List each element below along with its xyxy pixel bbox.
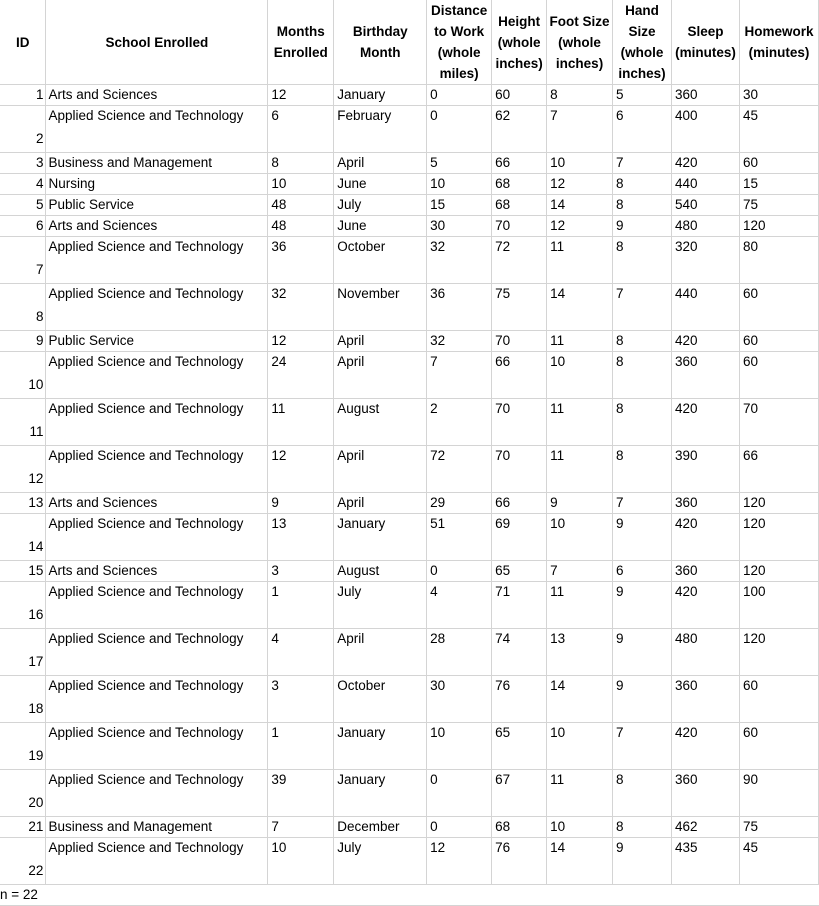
cell-id[interactable]: 2 <box>0 106 46 153</box>
cell-hand[interactable]: 9 <box>613 676 672 723</box>
cell-distance[interactable]: 0 <box>427 770 492 817</box>
cell-months[interactable]: 3 <box>268 676 334 723</box>
cell-foot[interactable]: 11 <box>547 399 613 446</box>
table-row <box>0 582 819 629</box>
cell-months[interactable]: 7 <box>268 817 334 838</box>
cell-id[interactable]: 1 <box>0 85 46 106</box>
cell-sleep[interactable]: 390 <box>671 446 739 493</box>
cell-height[interactable]: 68 <box>492 817 547 838</box>
cell-hand[interactable]: 8 <box>613 817 672 838</box>
cell-distance[interactable]: 30 <box>427 676 492 723</box>
cell-birthday[interactable]: April <box>334 629 427 676</box>
cell-birthday[interactable]: October <box>334 676 427 723</box>
cell-hand[interactable]: 9 <box>613 838 672 885</box>
cell-hand[interactable]: 8 <box>613 446 672 493</box>
table-row <box>0 284 819 331</box>
cell-months[interactable]: 8 <box>268 153 334 174</box>
header-distance[interactable]: Distance to Work (whole miles) <box>427 0 492 85</box>
cell-id[interactable]: 5 <box>0 195 46 216</box>
cell-homework[interactable]: 80 <box>739 237 818 284</box>
cell-height[interactable]: 70 <box>492 446 547 493</box>
cell-id[interactable]: 20 <box>0 770 46 817</box>
cell-foot[interactable]: 12 <box>547 174 613 195</box>
cell-hand[interactable]: 9 <box>613 582 672 629</box>
cell-height[interactable]: 60 <box>492 85 547 106</box>
cell-distance[interactable]: 10 <box>427 174 492 195</box>
cell-birthday[interactable]: June <box>334 216 427 237</box>
cell-foot[interactable]: 10 <box>547 514 613 561</box>
cell-sleep[interactable]: 420 <box>671 399 739 446</box>
cell-height[interactable]: 68 <box>492 174 547 195</box>
cell-school[interactable]: Applied Science and Technology <box>46 770 268 817</box>
cell-foot[interactable]: 10 <box>547 817 613 838</box>
cell-birthday[interactable]: April <box>334 493 427 514</box>
cell-months[interactable]: 24 <box>268 352 334 399</box>
cell-sleep[interactable]: 360 <box>671 561 739 582</box>
cell-hand[interactable]: 8 <box>613 331 672 352</box>
cell-homework[interactable]: 60 <box>739 352 818 399</box>
cell-id[interactable]: 15 <box>0 561 46 582</box>
cell-months[interactable]: 39 <box>268 770 334 817</box>
empty-cell[interactable] <box>334 885 427 906</box>
cell-id[interactable]: 17 <box>0 629 46 676</box>
cell-homework[interactable]: 120 <box>739 629 818 676</box>
header-school[interactable]: School Enrolled <box>46 0 268 85</box>
cell-months[interactable]: 6 <box>268 106 334 153</box>
cell-distance[interactable]: 4 <box>427 582 492 629</box>
cell-birthday[interactable]: April <box>334 331 427 352</box>
cell-birthday[interactable]: July <box>334 838 427 885</box>
cell-homework[interactable]: 75 <box>739 195 818 216</box>
footer-row <box>0 885 819 906</box>
cell-sleep[interactable]: 360 <box>671 770 739 817</box>
table-row <box>0 153 819 174</box>
cell-distance[interactable]: 15 <box>427 195 492 216</box>
cell-id[interactable]: 3 <box>0 153 46 174</box>
table-row <box>0 85 819 106</box>
cell-id[interactable]: 19 <box>0 723 46 770</box>
cell-foot[interactable]: 10 <box>547 153 613 174</box>
cell-hand[interactable]: 9 <box>613 216 672 237</box>
table-row <box>0 723 819 770</box>
cell-height[interactable]: 71 <box>492 582 547 629</box>
cell-homework[interactable]: 60 <box>739 284 818 331</box>
cell-months[interactable]: 3 <box>268 561 334 582</box>
cell-distance[interactable]: 0 <box>427 85 492 106</box>
cell-sleep[interactable]: 420 <box>671 153 739 174</box>
cell-foot[interactable]: 8 <box>547 85 613 106</box>
cell-months[interactable]: 12 <box>268 85 334 106</box>
cell-birthday[interactable]: July <box>334 195 427 216</box>
cell-hand[interactable]: 8 <box>613 399 672 446</box>
cell-sleep[interactable]: 480 <box>671 629 739 676</box>
cell-school[interactable]: Applied Science and Technology <box>46 106 268 153</box>
cell-foot[interactable]: 11 <box>547 446 613 493</box>
cell-homework[interactable]: 15 <box>739 174 818 195</box>
cell-sleep[interactable]: 320 <box>671 237 739 284</box>
cell-homework[interactable]: 120 <box>739 493 818 514</box>
cell-months[interactable]: 1 <box>268 723 334 770</box>
empty-cell[interactable] <box>268 885 334 906</box>
cell-months[interactable]: 1 <box>268 582 334 629</box>
table-row <box>0 174 819 195</box>
cell-hand[interactable]: 8 <box>613 237 672 284</box>
cell-months[interactable]: 11 <box>268 399 334 446</box>
cell-hand[interactable]: 6 <box>613 106 672 153</box>
cell-id[interactable]: 16 <box>0 582 46 629</box>
cell-birthday[interactable]: June <box>334 174 427 195</box>
cell-school[interactable]: Arts and Sciences <box>46 85 268 106</box>
cell-height[interactable]: 65 <box>492 723 547 770</box>
cell-homework[interactable]: 75 <box>739 817 818 838</box>
cell-school[interactable]: Applied Science and Technology <box>46 352 268 399</box>
header-foot[interactable]: Foot Size (whole inches) <box>547 0 613 85</box>
cell-sleep[interactable]: 440 <box>671 284 739 331</box>
cell-sleep[interactable]: 420 <box>671 582 739 629</box>
header-months[interactable]: Months Enrolled <box>268 0 334 85</box>
cell-height[interactable]: 66 <box>492 352 547 399</box>
cell-school[interactable]: Arts and Sciences <box>46 493 268 514</box>
cell-homework[interactable]: 90 <box>739 770 818 817</box>
empty-cell[interactable] <box>46 885 268 906</box>
cell-height[interactable]: 65 <box>492 561 547 582</box>
cell-school[interactable]: Applied Science and Technology <box>46 514 268 561</box>
empty-cell[interactable] <box>671 885 739 906</box>
cell-months[interactable]: 48 <box>268 216 334 237</box>
cell-id[interactable]: 18 <box>0 676 46 723</box>
cell-birthday[interactable]: August <box>334 399 427 446</box>
cell-hand[interactable]: 7 <box>613 493 672 514</box>
table-row <box>0 493 819 514</box>
cell-height[interactable]: 76 <box>492 838 547 885</box>
cell-sleep[interactable]: 420 <box>671 514 739 561</box>
table-row <box>0 446 819 493</box>
cell-school[interactable]: Public Service <box>46 195 268 216</box>
cell-height[interactable]: 70 <box>492 216 547 237</box>
cell-homework[interactable]: 120 <box>739 514 818 561</box>
header-hand[interactable]: Hand Size (whole inches) <box>613 0 672 85</box>
cell-id[interactable]: 14 <box>0 514 46 561</box>
cell-foot[interactable]: 7 <box>547 561 613 582</box>
cell-distance[interactable]: 30 <box>427 216 492 237</box>
table-row <box>0 770 819 817</box>
cell-distance[interactable]: 0 <box>427 106 492 153</box>
cell-birthday[interactable]: January <box>334 723 427 770</box>
cell-sleep[interactable]: 360 <box>671 352 739 399</box>
cell-id[interactable]: 22 <box>0 838 46 885</box>
cell-distance[interactable]: 0 <box>427 817 492 838</box>
cell-school[interactable]: Applied Science and Technology <box>46 629 268 676</box>
cell-height[interactable]: 75 <box>492 284 547 331</box>
cell-distance[interactable]: 28 <box>427 629 492 676</box>
table-row <box>0 106 819 153</box>
cell-id[interactable]: 8 <box>0 284 46 331</box>
cell-foot[interactable]: 12 <box>547 216 613 237</box>
cell-distance[interactable]: 0 <box>427 561 492 582</box>
cell-hand[interactable]: 7 <box>613 723 672 770</box>
cell-foot[interactable]: 11 <box>547 331 613 352</box>
cell-height[interactable]: 62 <box>492 106 547 153</box>
cell-hand[interactable]: 8 <box>613 174 672 195</box>
cell-height[interactable]: 76 <box>492 676 547 723</box>
cell-homework[interactable]: 45 <box>739 106 818 153</box>
cell-distance[interactable]: 7 <box>427 352 492 399</box>
sample-size-label[interactable]: n = 22 <box>0 885 46 906</box>
cell-height[interactable]: 70 <box>492 399 547 446</box>
cell-distance[interactable]: 36 <box>427 284 492 331</box>
table-row <box>0 399 819 446</box>
cell-months[interactable]: 12 <box>268 331 334 352</box>
table-row <box>0 629 819 676</box>
cell-sleep[interactable]: 540 <box>671 195 739 216</box>
cell-birthday[interactable]: October <box>334 237 427 284</box>
cell-distance[interactable]: 5 <box>427 153 492 174</box>
cell-sleep[interactable]: 360 <box>671 493 739 514</box>
cell-foot[interactable]: 14 <box>547 195 613 216</box>
cell-sleep[interactable]: 420 <box>671 331 739 352</box>
cell-homework[interactable]: 120 <box>739 216 818 237</box>
cell-hand[interactable]: 9 <box>613 629 672 676</box>
cell-birthday[interactable]: January <box>334 85 427 106</box>
header-birthday[interactable]: Birthday Month <box>334 0 427 85</box>
cell-homework[interactable]: 60 <box>739 331 818 352</box>
cell-school[interactable]: Business and Management <box>46 153 268 174</box>
cell-homework[interactable]: 45 <box>739 838 818 885</box>
cell-id[interactable]: 6 <box>0 216 46 237</box>
cell-school[interactable]: Arts and Sciences <box>46 561 268 582</box>
table-row <box>0 216 819 237</box>
cell-birthday[interactable]: April <box>334 352 427 399</box>
cell-foot[interactable]: 10 <box>547 723 613 770</box>
cell-homework[interactable]: 120 <box>739 561 818 582</box>
cell-months[interactable]: 4 <box>268 629 334 676</box>
cell-sleep[interactable]: 435 <box>671 838 739 885</box>
cell-months[interactable]: 32 <box>268 284 334 331</box>
cell-hand[interactable]: 8 <box>613 352 672 399</box>
cell-height[interactable]: 69 <box>492 514 547 561</box>
cell-height[interactable]: 74 <box>492 629 547 676</box>
cell-school[interactable]: Arts and Sciences <box>46 216 268 237</box>
cell-school[interactable]: Applied Science and Technology <box>46 676 268 723</box>
cell-birthday[interactable]: December <box>334 817 427 838</box>
cell-school[interactable]: Business and Management <box>46 817 268 838</box>
table-row <box>0 352 819 399</box>
cell-school[interactable]: Applied Science and Technology <box>46 582 268 629</box>
cell-birthday[interactable]: July <box>334 582 427 629</box>
table-row <box>0 817 819 838</box>
cell-hand[interactable]: 6 <box>613 561 672 582</box>
cell-id[interactable]: 4 <box>0 174 46 195</box>
table-row <box>0 195 819 216</box>
cell-distance[interactable]: 32 <box>427 237 492 284</box>
cell-birthday[interactable]: April <box>334 153 427 174</box>
cell-foot[interactable]: 11 <box>547 237 613 284</box>
cell-foot[interactable]: 11 <box>547 770 613 817</box>
cell-distance[interactable]: 32 <box>427 331 492 352</box>
cell-foot[interactable]: 10 <box>547 352 613 399</box>
cell-school[interactable]: Applied Science and Technology <box>46 399 268 446</box>
cell-birthday[interactable]: April <box>334 446 427 493</box>
cell-id[interactable]: 7 <box>0 237 46 284</box>
empty-cell[interactable] <box>427 885 492 906</box>
cell-months[interactable]: 10 <box>268 174 334 195</box>
cell-months[interactable]: 13 <box>268 514 334 561</box>
header-homework[interactable]: Homework (minutes) <box>739 0 818 85</box>
cell-birthday[interactable]: January <box>334 770 427 817</box>
table-row <box>0 514 819 561</box>
cell-foot[interactable]: 14 <box>547 838 613 885</box>
empty-cell[interactable] <box>547 885 613 906</box>
empty-cell[interactable] <box>739 885 818 906</box>
cell-homework[interactable]: 100 <box>739 582 818 629</box>
cell-height[interactable]: 66 <box>492 153 547 174</box>
cell-birthday[interactable]: February <box>334 106 427 153</box>
cell-foot[interactable]: 9 <box>547 493 613 514</box>
cell-foot[interactable]: 13 <box>547 629 613 676</box>
cell-id[interactable]: 12 <box>0 446 46 493</box>
cell-homework[interactable]: 60 <box>739 723 818 770</box>
cell-school[interactable]: Applied Science and Technology <box>46 838 268 885</box>
cell-sleep[interactable]: 360 <box>671 676 739 723</box>
table-row <box>0 561 819 582</box>
cell-id[interactable]: 11 <box>0 399 46 446</box>
cell-months[interactable]: 10 <box>268 838 334 885</box>
cell-foot[interactable]: 7 <box>547 106 613 153</box>
cell-distance[interactable]: 51 <box>427 514 492 561</box>
cell-school[interactable]: Nursing <box>46 174 268 195</box>
cell-sleep[interactable]: 420 <box>671 723 739 770</box>
cell-hand[interactable]: 7 <box>613 153 672 174</box>
cell-months[interactable]: 9 <box>268 493 334 514</box>
cell-sleep[interactable]: 440 <box>671 174 739 195</box>
cell-foot[interactable]: 11 <box>547 582 613 629</box>
cell-hand[interactable]: 7 <box>613 284 672 331</box>
cell-birthday[interactable]: August <box>334 561 427 582</box>
cell-height[interactable]: 67 <box>492 770 547 817</box>
cell-foot[interactable]: 14 <box>547 284 613 331</box>
cell-distance[interactable]: 2 <box>427 399 492 446</box>
empty-cell[interactable] <box>492 885 547 906</box>
header-height[interactable]: Height (whole inches) <box>492 0 547 85</box>
empty-cell[interactable] <box>613 885 672 906</box>
cell-id[interactable]: 10 <box>0 352 46 399</box>
cell-sleep[interactable]: 360 <box>671 85 739 106</box>
cell-height[interactable]: 72 <box>492 237 547 284</box>
cell-height[interactable]: 68 <box>492 195 547 216</box>
cell-school[interactable]: Public Service <box>46 331 268 352</box>
cell-school[interactable]: Applied Science and Technology <box>46 446 268 493</box>
header-row <box>0 0 819 85</box>
cell-hand[interactable]: 8 <box>613 770 672 817</box>
cell-distance[interactable]: 29 <box>427 493 492 514</box>
table-row <box>0 237 819 284</box>
cell-hand[interactable]: 9 <box>613 514 672 561</box>
cell-school[interactable]: Applied Science and Technology <box>46 284 268 331</box>
cell-months[interactable]: 48 <box>268 195 334 216</box>
cell-sleep[interactable]: 462 <box>671 817 739 838</box>
cell-hand[interactable]: 5 <box>613 85 672 106</box>
cell-homework[interactable]: 30 <box>739 85 818 106</box>
cell-months[interactable]: 12 <box>268 446 334 493</box>
header-sleep[interactable]: Sleep (minutes) <box>671 0 739 85</box>
cell-birthday[interactable]: November <box>334 284 427 331</box>
cell-homework[interactable]: 66 <box>739 446 818 493</box>
cell-distance[interactable]: 10 <box>427 723 492 770</box>
cell-foot[interactable]: 14 <box>547 676 613 723</box>
cell-id[interactable]: 13 <box>0 493 46 514</box>
cell-homework[interactable]: 70 <box>739 399 818 446</box>
header-id[interactable]: ID <box>0 0 46 85</box>
cell-id[interactable]: 9 <box>0 331 46 352</box>
table-row <box>0 331 819 352</box>
cell-height[interactable]: 66 <box>492 493 547 514</box>
cell-sleep[interactable]: 400 <box>671 106 739 153</box>
cell-school[interactable]: Applied Science and Technology <box>46 237 268 284</box>
cell-height[interactable]: 70 <box>492 331 547 352</box>
cell-homework[interactable]: 60 <box>739 676 818 723</box>
cell-months[interactable]: 36 <box>268 237 334 284</box>
cell-homework[interactable]: 60 <box>739 153 818 174</box>
cell-birthday[interactable]: January <box>334 514 427 561</box>
cell-school[interactable]: Applied Science and Technology <box>46 723 268 770</box>
cell-hand[interactable]: 8 <box>613 195 672 216</box>
cell-distance[interactable]: 72 <box>427 446 492 493</box>
table-row <box>0 676 819 723</box>
cell-id[interactable]: 21 <box>0 817 46 838</box>
cell-distance[interactable]: 12 <box>427 838 492 885</box>
table-row <box>0 838 819 885</box>
cell-sleep[interactable]: 480 <box>671 216 739 237</box>
